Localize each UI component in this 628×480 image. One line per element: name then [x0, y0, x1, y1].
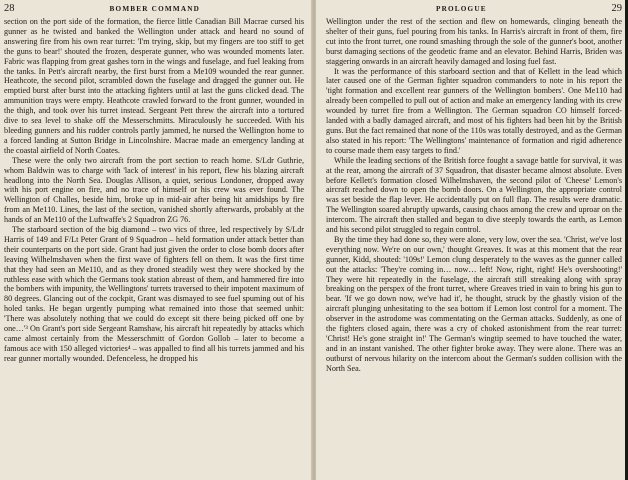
paragraph: By the time they had done so, they were alone, very low, over the sea. 'Christ, we've lost everything now. We're on our own,' thought Greaves. It was at this moment that the rear gunner, Kidd, shouted: '109s!' Lemon clung desperately to the waves as the gunner called out the attacks: 'They're coming in… now… left! Now, right, right! He's overshooting!' They were hit repeatedly in the fuselage, the aircraft still streaking along with spray breaking on the perspex of the front turret, where Greaves tried in vain to bring his gun to bear. 'If we go down now, we've had it', he thought, struck by the ghastly vision of the aircraft plunging unhesitating to the sea bottom if Lemon lost control for a moment. The observer in the astrodome was commentating on the German attacks. Suddenly, as one of the fighters closed again, there was a cry of choked astonishment from the rear turret: 'Christ! He's gone straight in!' The German's wingtip seemed to have touched the water, and in an instant vanished. The other fighter broke away. They were alone. There was an outburst of nervous hilarity on the intercom about the German's sudden collision with the North Sea.	[326, 234, 622, 373]
paragraph: section on the port side of the formation, the fierce little Canadian Bill Macrae cursed his gunner as he twisted and banked the Wellington under attack and heard no sound of answering fire from his own rear turret: 'I'm trying, skip, but my fingers are too stiff to get the guns to bear!' shouted the frozen, desperate gunner, who was wounded moments later. Fabric was flapping from great gashes torn in the wings and fuselage, and fuel leaking from the tanks. In Pett's aircraft nearby, the first burst from a Me109 wounded the rear gunner. Heathcote, the second pilot, scrambled down the fuselage and dragged the gunner out. He emptied burst after burst into the attacking fighters until at last the guns clicked dead. The ammunition trays were empty. Heathcote crawled forward to the front gunner, wounded in the thigh, and took over his turret instead. Sergeant Pett threw the aircraft into a tortured dive to sea level to shake off the Messerschmitts. Miraculously he succeeded. With his bleeding gunners and his rudder controls partly jammed, he nursed the Wellington home to a forced landing at Sutton Bridge in Lincolnshire. Macrae made an emergency landing at the coastal airfield of North Coates.	[4, 17, 304, 155]
right-page-body	[326, 17, 622, 374]
paragraph: The starboard section of the big diamond – two vics of three, led respectively by S/Ldr Harris of 149 and F/Lt Peter Grant of 9 Squadron – held formation under attack better than their counterparts on the port side. Grant had just given the order to close bomb doors after leaving Wilhelmshaven when the first wave of fighters fell on them. It was the first time that they had seen an Me110, and as they droned steadily west they were shocked by the ruthless ease with which the Germans took station abreast of them, and hammered fire into the bombers with impunity, the Wellingtons' turrets traversed to their impotent maximum of 80 degrees. Glancing out of the cockpit, Grant was dismayed to see fuel spuming out of his holed tanks. He began urgently pumping what remained into those that seemed unhit: 'There was absolutely nothing that we could do except sit there being picked off one by one…'³ On Grant's port side Sergeant Ramshaw, his aircraft hit repeatedly by attacks which came almost certainly from the Messerschmitt of Gordon Gollob – later to become a famous ace with 150 alleged victories⁴ – was appalled to find all his turrets jammed and his rear gunner mortally wounded. Defenceless, he dropped his	[4, 225, 304, 363]
paragraph: Wellington under the rest of the section and flew on homewards, clinging beneath the shelter of their guns, fuel pouring from his tanks. In Harris's aircraft in front of them, fire cut into the front turret, one round smashing through the sole of the gunner's boot, another burst damaging sections of the geodetic frame and an elevator. Behind Harris, Briden was staggering onwards in an aircraft heavily damaged and losing fuel fast.	[326, 17, 622, 66]
right-page	[316, 0, 628, 480]
paragraph: It was the performance of this starboard section and that of Kellett in the lead which later caused one of the German fighter squadron commanders to note in his report the 'tight formation and excellent rear gunners of the Wellington bombers'. One Me110 had already been compelled to pull out of action and make an emergency landing with its crew wounded by turret fire from a Wellington. The German squadron CO himself forced-landed with a badly damaged aircraft, and most of his fighters had been hit by the British guns. But the fact remained that none of the 110s was totally destroyed, and as the German also stated in his report: 'The Wellingtons' maintenance of formation and rigid adherence to course made them easy targets to find.'	[326, 66, 622, 155]
right-page-header	[326, 3, 622, 15]
paragraph: These were the only two aircraft from the port section to reach home. S/Ldr Guthrie, whom Baldwin was to charge with 'lack of interest' in his report, flew his blazing aircraft headlong into the North Sea. Douglas Allison, a quiet, serious Londoner, dropped away with his port engine on fire, and no trace of himself or his crew was ever found. The Wellington of Challes, beside him, broke up in mid-air after being hit amidships by fire from an Me110. Lines, the last of the section, vanished shortly afterwards, probably at the hands of an Me110 of the Luftwaffe's 2 Squadron ZG 76.	[4, 155, 304, 225]
paragraph: While the leading sections of the British force fought a savage battle for survival, it was at the rear, among the aircraft of 37 Squadron, that disaster became almost absolute. Even before Kellett's formation closed Wilhelmshaven, the second pilot of 'Cheese' Lemon's aircraft reached down to open the bomb doors. On a Wellington, the appropriate control was set beside the flap lever. He accidentally put on full flap. The results were dramatic. The Wellington soared abruptly upwards, causing chaos among the crew and uproar on the intercom. The aircraft then stalled and began to dive steeply towards the earth, as Lemon and his second pilot struggled to regain control.	[326, 155, 622, 235]
running-head: BOMBER COMMAND	[109, 5, 200, 13]
left-page-header	[4, 3, 304, 15]
running-head: PROLOGUE	[436, 5, 487, 13]
page-number: 28	[4, 3, 15, 14]
left-page-body	[4, 17, 304, 364]
left-page	[0, 0, 312, 480]
page-number: 29	[611, 3, 622, 14]
